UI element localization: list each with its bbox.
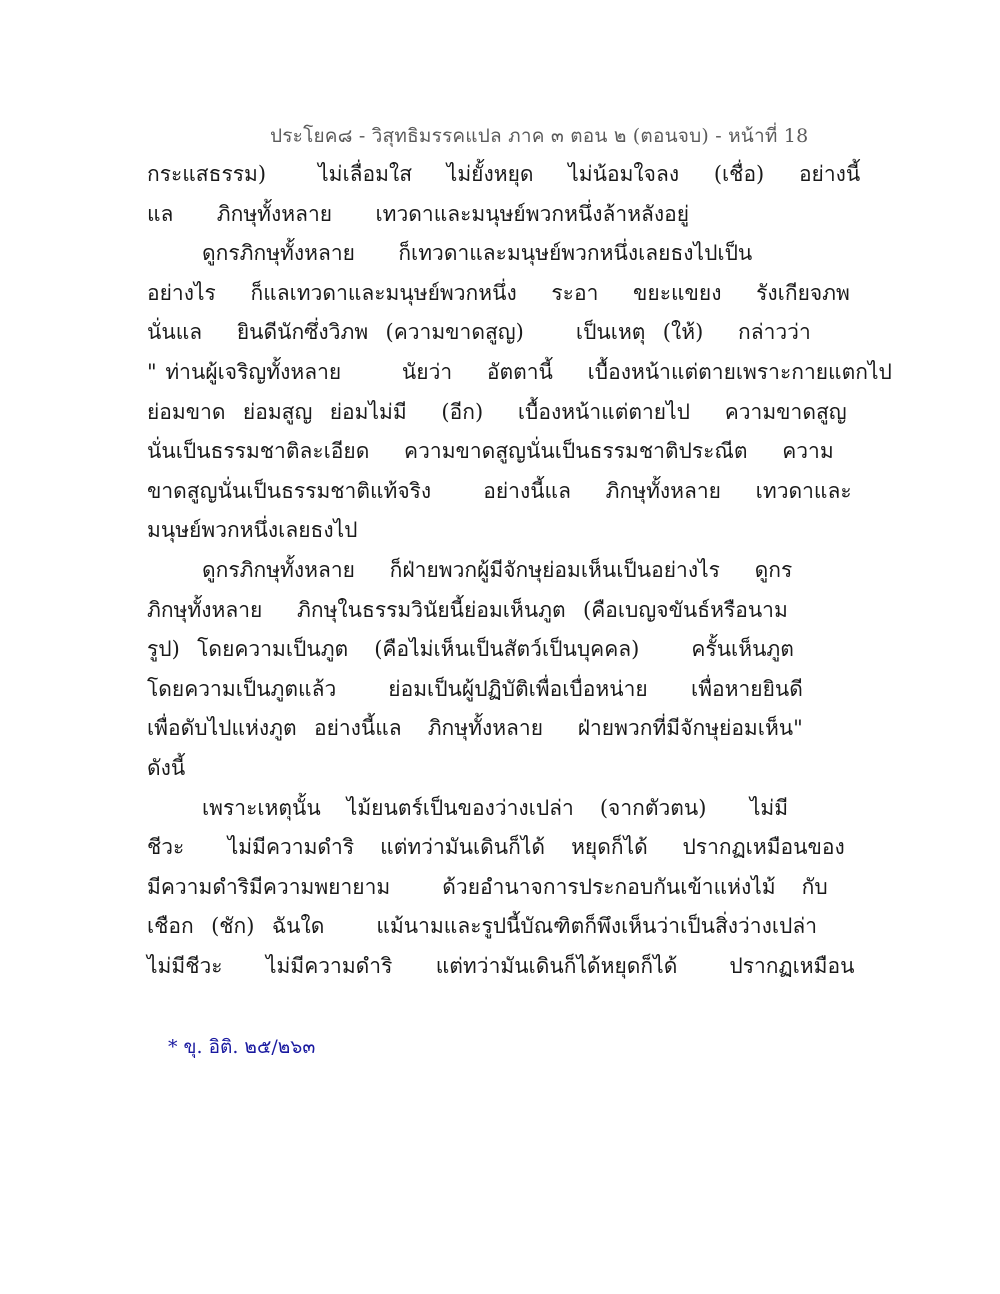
text-line: ภิกษุทั้งหลาย ภิกษุในธรรมวินัยนี้ย่อมเห็นภูต (คือเบญจขันธ์หรือนาม	[147, 597, 788, 622]
text-line: นั่นแล ยินดีนักซึ่งวิภพ (ความขาดสูญ) เป็นเหตุ (ให้) กล่าวว่า	[147, 320, 811, 345]
text-line: ไม่มีชีวะ ไม่มีความดำริ แต่ทว่ามันเดินก็ได้หยุดก็ได้ ปรากฏเหมือน	[147, 953, 855, 978]
text-line: กระแสธรรม) ไม่เลื่อมใส ไม่ยั้งหยุด ไม่น้อมใจลง (เชื่อ) อย่างนี้	[147, 162, 861, 186]
text-line: " ท่านผู้เจริญทั้งหลาย นัยว่า อัตตานี้ เบื้องหน้าแต่ตายเพราะกายแตกไป	[147, 359, 892, 384]
text-line: มนุษย์พวกหนึ่งเลยธงไป	[147, 518, 358, 543]
text-line: เพื่อดับไปแห่งภูต อย่างนี้แล ภิกษุทั้งหลาย ฝ่ายพวกที่มีจักษุย่อมเห็น"	[147, 716, 803, 741]
paragraph-start-line: ดูกรภิกษุทั้งหลาย ก็ฝ่ายพวกผู้มีจักษุย่อมเห็นเป็นอย่างไร ดูกร	[202, 557, 793, 582]
paragraph-start-line: ดูกรภิกษุทั้งหลาย ก็เทวดาและมนุษย์พวกหนึ่งเลยธงไปเป็น	[202, 241, 753, 266]
text-line: นั่นเป็นธรรมชาติละเอียด ความขาดสูญนั่นเป็นธรรมชาติประณีต ความ	[147, 439, 834, 464]
text-line: ขาดสูญนั่นเป็นธรรมชาติแท้จริง อย่างนี้แล ภิกษุทั้งหลาย เทวดาและ	[147, 478, 852, 503]
footnote: * ขุ. อิติ. ๒๕/๒๖๓	[168, 1036, 316, 1058]
text-line: แล ภิกษุทั้งหลาย เทวดาและมนุษย์พวกหนึ่งล้าหลังอยู่	[147, 201, 690, 226]
paragraph-start-line: เพราะเหตุนั้น ไม้ยนตร์เป็นของว่างเปล่า (จากตัวตน) ไม่มี	[202, 795, 789, 820]
text-line: ดังนี้	[147, 755, 186, 780]
text-line: เชือก (ชัก) ฉันใด แม้นามและรูปนี้บัณฑิตก็พึงเห็นว่าเป็นสิ่งว่างเปล่า	[147, 914, 818, 939]
body-text	[147, 155, 892, 986]
text-line: รูป) โดยความเป็นภูต (คือไม่เห็นเป็นสัตว์เป็นบุคคล) ครั้นเห็นภูต	[147, 637, 794, 662]
text-line: มีความดำริมีความพยายาม ด้วยอำนาจการประกอบกันเข้าแห่งไม้ กับ	[147, 874, 828, 899]
text-line: อย่างไร ก็แลเทวดาและมนุษย์พวกหนึ่ง ระอา ขยะแขยง รังเกียจภพ	[147, 280, 850, 305]
text-line: ชีวะ ไม่มีความดำริ แต่ทว่ามันเดินก็ได้ หยุดก็ได้ ปรากฏเหมือนของ	[147, 835, 845, 860]
page-header: ประโยค๘ - วิสุทธิมรรคแปล ภาค ๓ ตอน ๒ (ตอนจบ) - หน้าที่ 18	[270, 125, 809, 147]
text-line: ย่อมขาด ย่อมสูญ ย่อมไม่มี (อีก) เบื้องหน้าแต่ตายไป ความขาดสูญ	[147, 399, 847, 424]
text-line: โดยความเป็นภูตแล้ว ย่อมเป็นผู้ปฏิบัติเพื่อเบื่อหน่าย เพื่อหายยินดี	[147, 676, 803, 701]
